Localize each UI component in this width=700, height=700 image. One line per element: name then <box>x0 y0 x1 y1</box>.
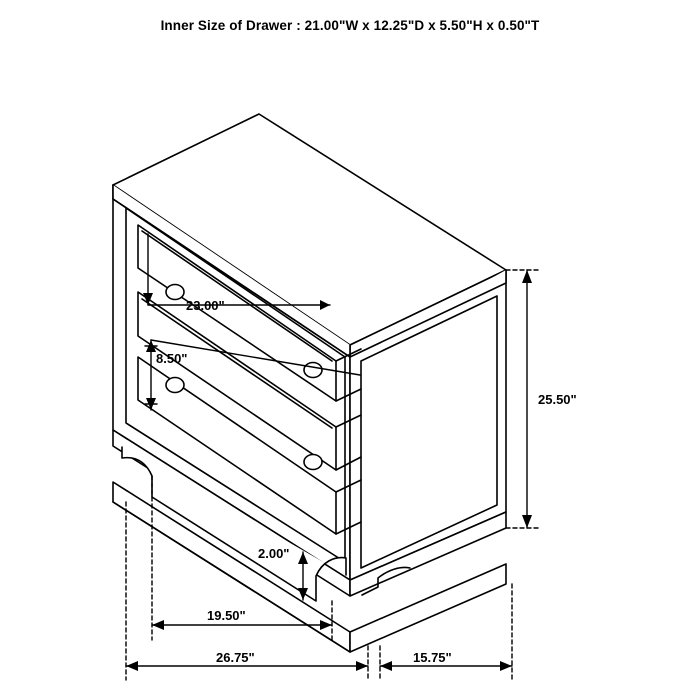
dim-label-total-depth-side: 15.75" <box>413 650 452 665</box>
dim-label-drawer-width-top: 23.00" <box>186 298 225 313</box>
dim-label-drawer-height-front: 8.50" <box>156 351 188 366</box>
dim-label-base-clearance: 2.00" <box>258 546 290 561</box>
dim-25-50 <box>506 270 540 528</box>
dim-label-total-width-front: 26.75" <box>216 650 255 665</box>
knob-top-right <box>304 363 322 378</box>
dim-label-base-inner-width: 19.50" <box>207 608 246 623</box>
dim-label-total-height: 25.50" <box>538 392 577 407</box>
knob-bottom-left <box>166 378 184 393</box>
page-title: Inner Size of Drawer : 21.00"W x 12.25"D x 5.50"H x 0.50"T <box>160 18 540 33</box>
knob-bottom-right <box>304 455 322 470</box>
knob-top-left <box>166 285 184 300</box>
